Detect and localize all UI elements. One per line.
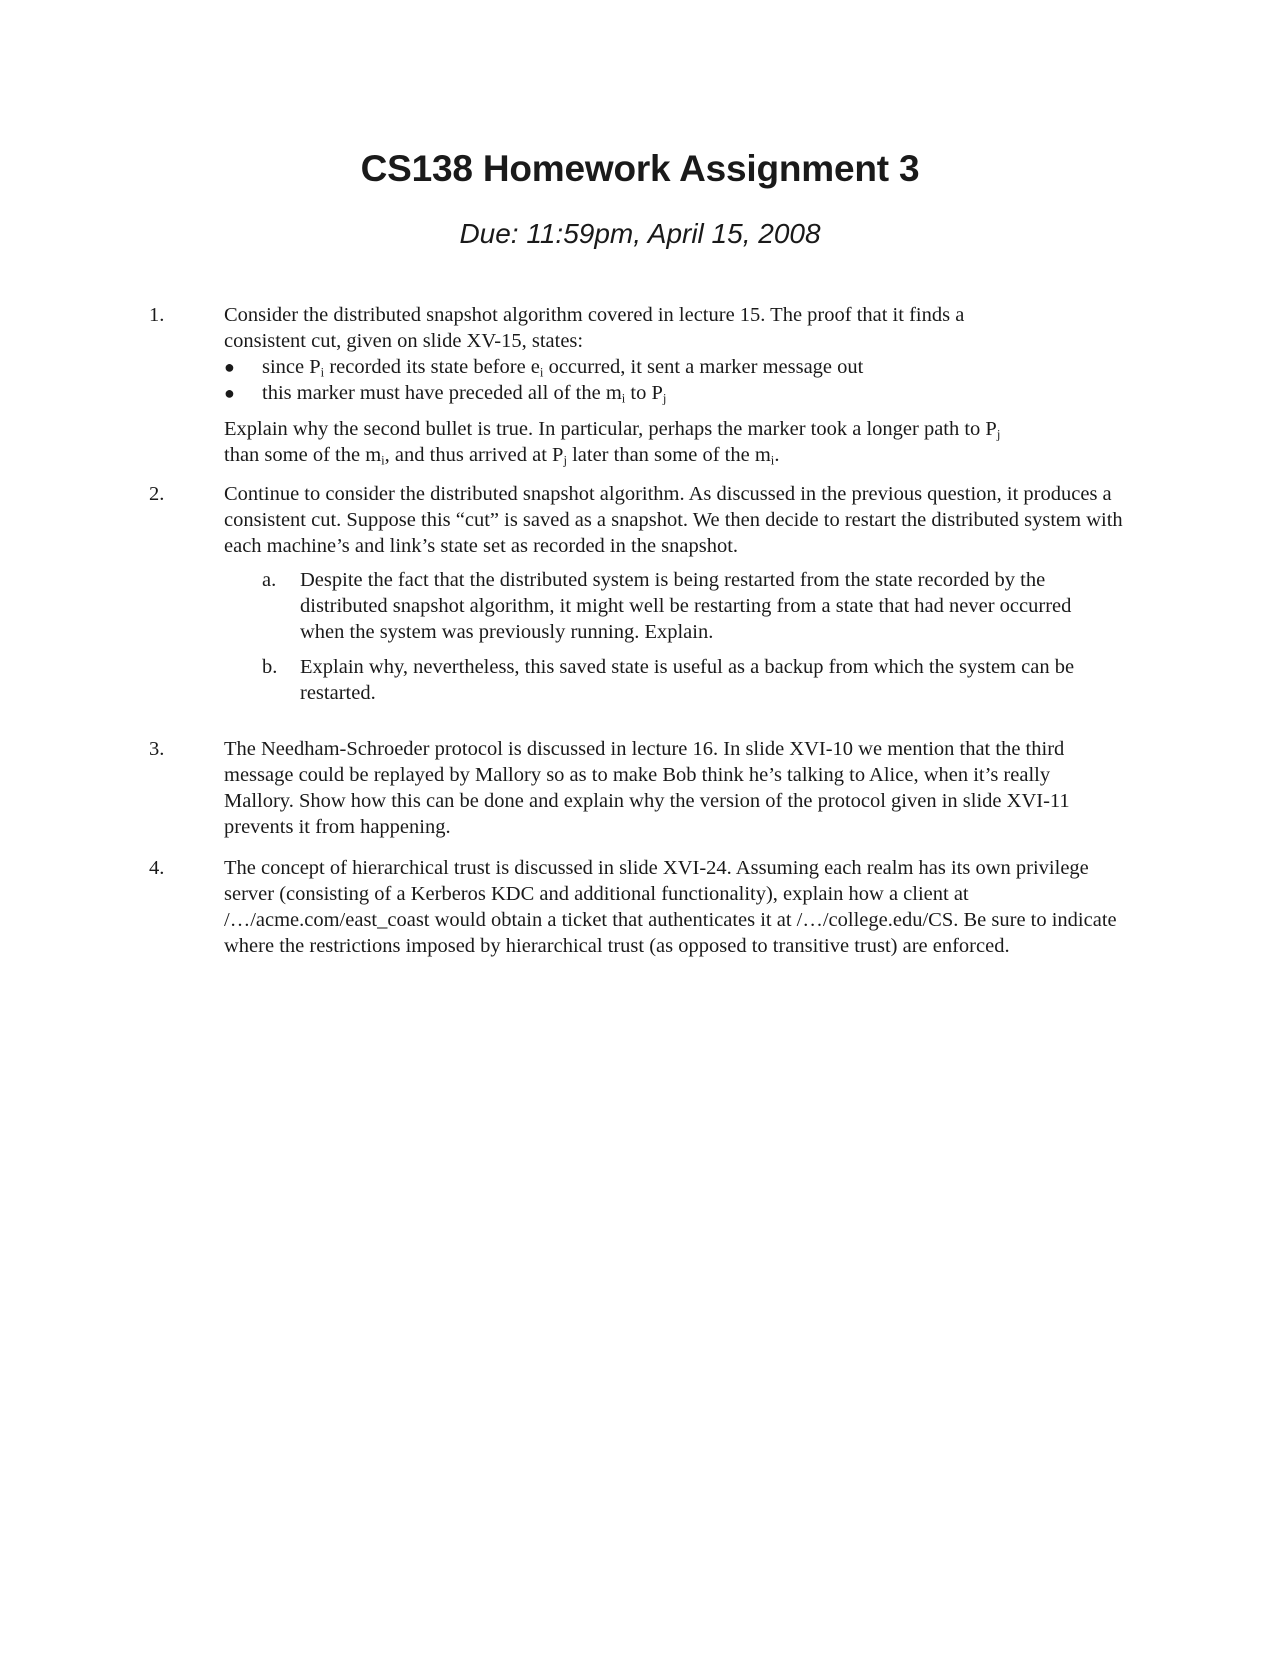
question-number: 3. — [149, 738, 165, 760]
intro-line: consistent cut, given on slide XV-15, states: — [224, 330, 584, 352]
document-title: CS138 Homework Assignment 3 — [360, 148, 920, 189]
intro-line: Consider the distributed snapshot algorithm covered in lecture 15. The proof that it finds a — [224, 304, 965, 326]
question-3-text: The Needham-Schroeder protocol is discussed in lecture 16. In slide XVI-10 we mention that the third message could be replayed by Mallory so as to make Bob think he’s talking to Alice, when it’s really Mallory. Show how this can be done and explain why the version of the protocol given in slide XVI-11 prevents it from happening. — [224, 738, 1070, 838]
explain-line: Explain why the second bullet is true. In particular, perhaps the marker took a longer path to $P_j$ — [224, 418, 1001, 442]
subquestion-letter: b. — [262, 656, 278, 678]
bullet-text: since $P_i$ recorded its state before $e_i$ occurred, it sent a marker message out — [262, 356, 864, 380]
question-1-explain — [224, 416, 1124, 468]
subquestion-letter: a. — [262, 569, 277, 591]
bullet-text: this marker must have preceded all of the $m_i$ to $P_j$ — [262, 382, 667, 406]
question-number: 2. — [149, 483, 165, 505]
question-1-intro — [224, 302, 1124, 354]
due-date: Due: 11:59pm, April 15, 2008 — [459, 218, 821, 249]
subquestion-text: Despite the fact that the distributed system is being restarted from the state recorded by the distributed snapshot algorithm, it might well be restarting from a state that had never occurred when the system was previously running. Explain. — [300, 569, 1072, 643]
bullet-icon: ● — [224, 383, 235, 403]
question-2-text: Continue to consider the distributed snapshot algorithm. As discussed in the previous question, it produces a consistent cut. Suppose this “cut” is saved as a snapshot. We then decide to restart the distributed system with each machine’s and link’s state set as recorded in the snapshot. — [224, 483, 1123, 557]
explain-line: than some of the $m_i$, and thus arrived at $P_j$ later than some of the $m_i$. — [224, 444, 780, 468]
question-number: 4. — [149, 857, 165, 879]
question-4-text: The concept of hierarchical trust is discussed in slide XVI-24. Assuming each realm has its own privilege server (consisting of a Kerberos KDC and additional functionality), explain how a client at /…/acme.com/east_coast would obtain a ticket that authenticates it at /…/college.edu/CS. Be sure to indicate where the restrictions imposed by hierarchical trust (as opposed to transitive trust) are enforced. — [224, 857, 1117, 957]
bullet-icon: ● — [224, 357, 235, 377]
question-number: 1. — [149, 304, 165, 326]
subquestion-text: Explain why, nevertheless, this saved state is useful as a backup from which the system can be restarted. — [300, 656, 1075, 704]
